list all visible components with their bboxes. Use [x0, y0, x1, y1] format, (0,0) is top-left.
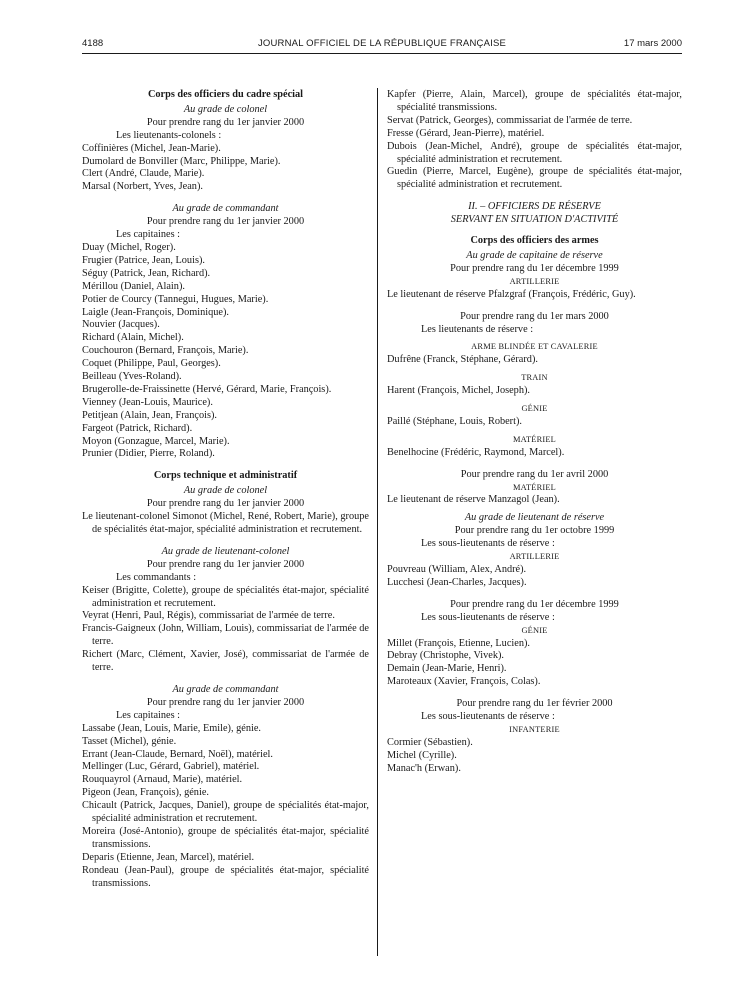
rank-date-heading: Pour prendre rang du 1er janvier 2000: [146, 216, 305, 228]
arm-heading: GÉNIE: [521, 404, 548, 414]
entry-list: [387, 289, 682, 302]
grade-heading: Au grade de colonel: [183, 103, 268, 115]
arm-heading: MATÉRIEL: [512, 434, 556, 444]
list-entry: Tasset (Michel), génie.: [82, 735, 177, 747]
rank-date-heading: Pour prendre rang du 1er janvier 2000: [146, 558, 305, 570]
entry-list: [82, 511, 369, 537]
arm-heading: TRAIN: [521, 373, 548, 383]
list-entry: Laigle (Jean-François, Dominique).: [82, 306, 229, 318]
list-entry: Harent (François, Michel, Joseph).: [387, 385, 530, 397]
grade-heading: Au grade de commandant: [172, 203, 279, 215]
grade-heading: Au grade de capitaine de réserve: [466, 249, 603, 261]
list-intro: Les sous-lieutenants de réserve :: [421, 711, 555, 723]
arm-heading: INFANTERIE: [509, 724, 560, 734]
list-entry: Beilleau (Yves-Roland).: [82, 371, 182, 383]
list-entry: Francis-Gaigneux (John, William, Louis), commissariat de l'armée de terre.: [82, 623, 369, 648]
rank-date-heading: Pour prendre rang du 1er janvier 2000: [146, 696, 305, 708]
list-entry: Couchouron (Bernard, François, Marie).: [82, 345, 249, 357]
entry-list: [387, 447, 682, 460]
list-entry: Fresse (Gérard, Jean-Pierre), matériel.: [387, 127, 545, 139]
list-entry: Servat (Patrick, Georges), commissariat de l'armée de terre.: [387, 114, 633, 126]
list-entry: Pigeon (Jean, François), génie.: [82, 787, 209, 799]
list-entry: Millet (François, Etienne, Lucien).: [387, 637, 530, 649]
section-subheading: SERVANT EN SITUATION D'ACTIVITÉ: [450, 214, 619, 226]
list-entry: Paillé (Stéphane, Louis, Robert).: [387, 415, 522, 427]
page-header: [82, 38, 682, 52]
list-entry: Prunier (Didier, Pierre, Roland).: [82, 448, 215, 460]
rank-date-heading: Pour prendre rang du 1er janvier 2000: [146, 498, 305, 510]
grade-heading: Au grade de lieutenant-colonel: [161, 545, 290, 557]
list-entry: Veyrat (Henri, Paul, Régis), commissariat de l'armée de terre.: [82, 610, 335, 622]
entry-list: [387, 354, 682, 367]
grade-heading: Au grade de lieutenant de réserve: [464, 512, 605, 524]
page-number: 4188: [82, 38, 104, 49]
list-entry: Michel (Cyrille).: [387, 749, 457, 761]
list-entry: Maroteaux (Xavier, François, Colas).: [387, 676, 541, 688]
right-column: [387, 89, 682, 776]
list-intro: Les commandants :: [116, 571, 197, 583]
list-entry: Kapfer (Pierre, Alain, Marcel), groupe de spécialités état-major, spécialité transmissions.: [387, 89, 682, 113]
journal-title: JOURNAL OFFICIEL DE LA RÉPUBLIQUE FRANÇAISE: [257, 38, 507, 49]
list-intro: Les lieutenants de réserve :: [421, 323, 534, 335]
list-entry: Marsal (Norbert, Yves, Jean).: [82, 181, 203, 193]
list-entry: Demain (Jean-Marie, Henri).: [387, 663, 507, 675]
rank-date-heading: Pour prendre rang du 1er décembre 1999: [450, 598, 619, 610]
list-entry: Dufrêne (Franck, Stéphane, Gérard).: [387, 354, 538, 366]
entry-list: [387, 89, 682, 192]
list-entry: Vienney (Jean-Louis, Maurice).: [82, 396, 213, 408]
list-entry: Richard (Alain, Michel).: [82, 332, 184, 344]
list-entry: Nouvier (Jacques).: [82, 319, 160, 331]
list-entry: Coffinières (Michel, Jean-Marie).: [82, 142, 221, 154]
list-entry: Mellinger (Luc, Gérard, Gabriel), matériel.: [82, 761, 260, 773]
list-entry: Debray (Christophe, Vivek).: [387, 650, 505, 662]
list-entry: Mérillou (Daniel, Alain).: [82, 280, 185, 292]
entry-list: [82, 242, 369, 461]
list-entry: Keiser (Brigitte, Colette), groupe de spécialités état-major, spécialité administration et recrutement.: [82, 584, 369, 609]
grade-heading: Au grade de commandant: [172, 683, 279, 695]
rank-date-heading: Pour prendre rang du 1er décembre 1999: [450, 262, 619, 274]
corps-heading: Corps technique et administratif: [153, 470, 298, 482]
list-entry: Lucchesi (Jean-Charles, Jacques).: [387, 576, 527, 588]
entry-list: [387, 638, 682, 690]
list-intro: Les sous-lieutenants de réserve :: [421, 611, 555, 623]
list-entry: Chicault (Patrick, Jacques, Daniel), groupe de spécialités état-major, spécialité administration et recrutement.: [82, 800, 369, 825]
header-rule: [82, 53, 682, 54]
list-intro: Les capitaines :: [116, 709, 181, 721]
list-entry: Potier de Courcy (Tannegui, Hugues, Marie).: [82, 293, 269, 305]
arm-heading: ARME BLINDÉE ET CAVALERIE: [471, 342, 598, 352]
section-heading: II. – OFFICIERS DE RÉSERVE: [468, 201, 601, 213]
list-entry: Guedin (Pierre, Marcel, Eugène), groupe de spécialités état-major, spécialité administration et recrutement.: [387, 166, 682, 191]
entry-list: [82, 723, 369, 891]
list-entry: Pouvreau (William, Alex, André).: [387, 564, 527, 575]
corps-heading: Corps des officiers des armes: [470, 235, 599, 247]
list-entry: Brugerolle-de-Fraissinette (Hervé, Gérard, Marie, François).: [82, 383, 332, 395]
entry-list: [387, 564, 682, 590]
rank-date-heading: Pour prendre rang du 1er octobre 1999: [454, 525, 615, 537]
list-intro: Les sous-lieutenants de réserve :: [421, 538, 555, 550]
rank-date-heading: Pour prendre rang du 1er avril 2000: [460, 468, 609, 480]
list-entry: Petitjean (Alain, Jean, François).: [82, 409, 217, 421]
entry-list: [82, 585, 369, 675]
list-entry: Rouquayrol (Arnaud, Marie), matériel.: [82, 774, 243, 786]
arm-heading: ARTILLERIE: [509, 552, 560, 562]
list-entry: Le lieutenant de réserve Pfalzgraf (François, Frédéric, Guy).: [387, 288, 636, 300]
rank-date-heading: Pour prendre rang du 1er février 2000: [456, 698, 613, 710]
rank-date-heading: Pour prendre rang du 1er mars 2000: [460, 310, 609, 322]
grade-heading: Au grade de colonel: [183, 485, 268, 497]
list-entry: Cormier (Sébastien).: [387, 736, 473, 748]
list-entry: Dumolard de Bonviller (Marc, Philippe, Marie).: [82, 155, 281, 167]
list-entry: Moyon (Gonzague, Marcel, Marie).: [82, 435, 230, 447]
list-intro: Les lieutenants-colonels :: [116, 129, 222, 141]
list-entry: Coquet (Philippe, Paul, Georges).: [82, 358, 221, 370]
entry-list: [387, 737, 682, 776]
list-entry: Le lieutenant-colonel Simonot (Michel, René, Robert, Marie), groupe de spécialités état-major, spécialité administration et recrutement.: [82, 511, 369, 535]
list-entry: Clert (André, Claude, Marie).: [82, 168, 205, 180]
column-divider: [377, 88, 378, 956]
list-entry: Errant (Jean-Claude, Bernard, Noël), matériel.: [82, 748, 273, 760]
arm-heading: GÉNIE: [521, 625, 548, 635]
list-entry: Frugier (Patrice, Jean, Louis).: [82, 254, 205, 266]
arm-heading: MATÉRIEL: [512, 482, 556, 492]
list-entry: Moreira (José-Antonio), groupe de spécialités état-major, spécialité transmissions.: [82, 825, 369, 850]
list-entry: Benelhocine (Frédéric, Raymond, Marcel).: [387, 446, 565, 458]
list-entry: Manac'h (Erwan).: [387, 762, 461, 774]
left-column: [82, 89, 369, 890]
entry-list: [82, 143, 369, 195]
list-entry: Richert (Marc, Clément, Xavier, José), commissariat de l'armée de terre.: [82, 649, 369, 674]
list-entry: Lassabe (Jean, Louis, Marie, Emile), génie.: [82, 722, 261, 734]
arm-heading: ARTILLERIE: [509, 276, 560, 286]
list-entry: Rondeau (Jean-Paul), groupe de spécialités état-major, spécialité transmissions.: [82, 864, 369, 889]
corps-heading: Corps des officiers du cadre spécial: [147, 89, 304, 100]
entry-list: [387, 385, 682, 398]
list-entry: Deparis (Etienne, Jean, Marcel), matériel.: [82, 851, 255, 863]
entry-list: [387, 494, 682, 507]
list-entry: Séguy (Patrick, Jean, Richard).: [82, 267, 211, 279]
list-entry: Dubois (Jean-Michel, André), groupe de spécialités état-major, spécialité administration et recrutement.: [387, 140, 682, 165]
list-entry: Duay (Michel, Roger).: [82, 241, 176, 253]
issue-date: 17 mars 2000: [623, 38, 682, 49]
list-entry: Le lieutenant de réserve Manzagol (Jean).: [387, 494, 560, 506]
entry-list: [387, 416, 682, 429]
rank-date-heading: Pour prendre rang du 1er janvier 2000: [146, 116, 305, 128]
list-entry: Fargeot (Patrick, Richard).: [82, 422, 193, 434]
list-intro: Les capitaines :: [116, 229, 181, 241]
